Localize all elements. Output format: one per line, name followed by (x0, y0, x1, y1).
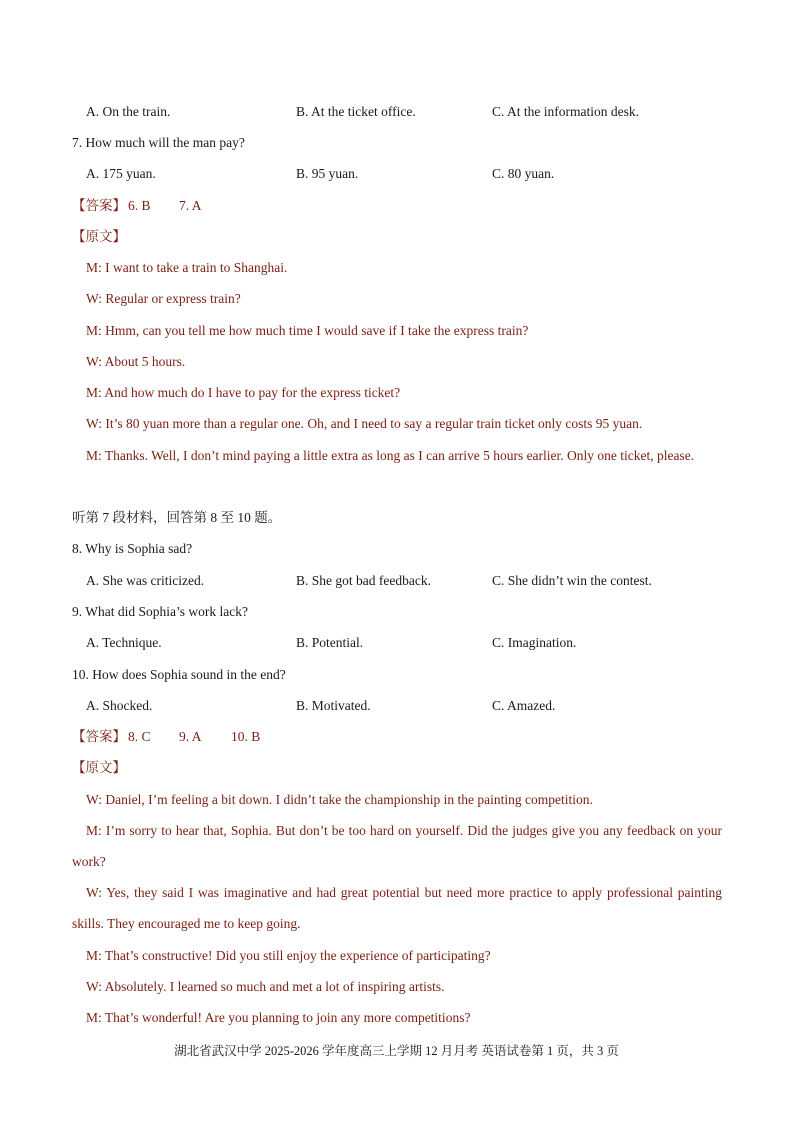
q10-option-b: B. Motivated. (296, 698, 371, 713)
q8-question: 8. Why is Sophia sad? (72, 541, 193, 556)
q7-option-b: B. 95 yuan. (296, 166, 359, 181)
q9-option-b: B. Potential. (296, 635, 364, 650)
q8-option-a: A. She was criticized. (86, 573, 205, 588)
q6-option-a: A. On the train. (86, 104, 171, 119)
answer-label: 【答案】 (72, 198, 126, 213)
answer-10: 10. B (231, 729, 261, 744)
dialog1-line-1: M: I want to take a train to Shanghai. (86, 260, 288, 275)
q8-option-b: B. She got bad feedback. (296, 573, 431, 588)
q9-option-a: A. Technique. (86, 635, 162, 650)
section-intro: 听第 7 段材料，回答第 8 至 10 题。 (72, 510, 282, 525)
page-footer: 湖北省武汉中学 2025-2026 学年度高三上学期 12 月月考 英语试卷第 1 页，共 3 页 (174, 1044, 619, 1058)
dialog2-line-5: W: Absolutely. I learned so much and met a lot of inspiring artists. (86, 979, 445, 994)
dialog2-line-3: W: Yes, they said I was imaginative and had great potential but need more practice to apply professional painting skills. They encouraged me to keep going. (72, 885, 722, 931)
dialog1-line-6: W: It’s 80 yuan more than a regular one. Oh, and I need to say a regular train ticket only costs 95 yuan. (86, 416, 643, 431)
dialog1-line-5: M: And how much do I have to pay for the express ticket? (86, 385, 401, 400)
dialog1-line-2: W: Regular or express train? (86, 291, 241, 306)
dialog1-line-4: W: About 5 hours. (86, 354, 186, 369)
q6-option-b: B. At the ticket office. (296, 104, 416, 119)
dialog2-line-2: M: I’m sorry to hear that, Sophia. But don’t be too hard on yourself. Did the judges give you any feedback on your work? (72, 823, 722, 869)
dialog2-line-6: M: That’s wonderful! Are you planning to join any more competitions? (86, 1010, 471, 1025)
q9-option-c: C. Imagination. (492, 635, 577, 650)
answer-7: 7. A (179, 198, 202, 213)
q7-option-c: C. 80 yuan. (492, 166, 555, 181)
dialog1-line-3: M: Hmm, can you tell me how much time I would save if I take the express train? (86, 323, 529, 338)
q8-option-c: C. She didn’t win the contest. (492, 573, 652, 588)
answer-9: 9. A (179, 729, 202, 744)
q7-option-a: A. 175 yuan. (86, 166, 156, 181)
transcript-label: 【原文】 (72, 760, 126, 775)
q10-question: 10. How does Sophia sound in the end? (72, 667, 286, 682)
q7-question: 7. How much will the man pay? (72, 135, 245, 150)
dialog2-line-4: M: That’s constructive! Did you still enjoy the experience of participating? (86, 948, 491, 963)
answer-6: 6. B (128, 198, 151, 213)
transcript-label: 【原文】 (72, 229, 126, 244)
q10-option-c: C. Amazed. (492, 698, 556, 713)
dialog1-line-7: M: Thanks. Well, I don’t mind paying a little extra as long as I can arrive 5 hours earlier. Only one ticket, please. (86, 448, 695, 463)
dialog2-line-1: W: Daniel, I’m feeling a bit down. I didn’t take the championship in the painting competition. (86, 792, 593, 807)
answer-8: 8. C (128, 729, 151, 744)
q6-option-c: C. At the information desk. (492, 104, 639, 119)
answer-label: 【答案】 (72, 729, 126, 744)
q9-question: 9. What did Sophia’s work lack? (72, 604, 248, 619)
q10-option-a: A. Shocked. (86, 698, 153, 713)
